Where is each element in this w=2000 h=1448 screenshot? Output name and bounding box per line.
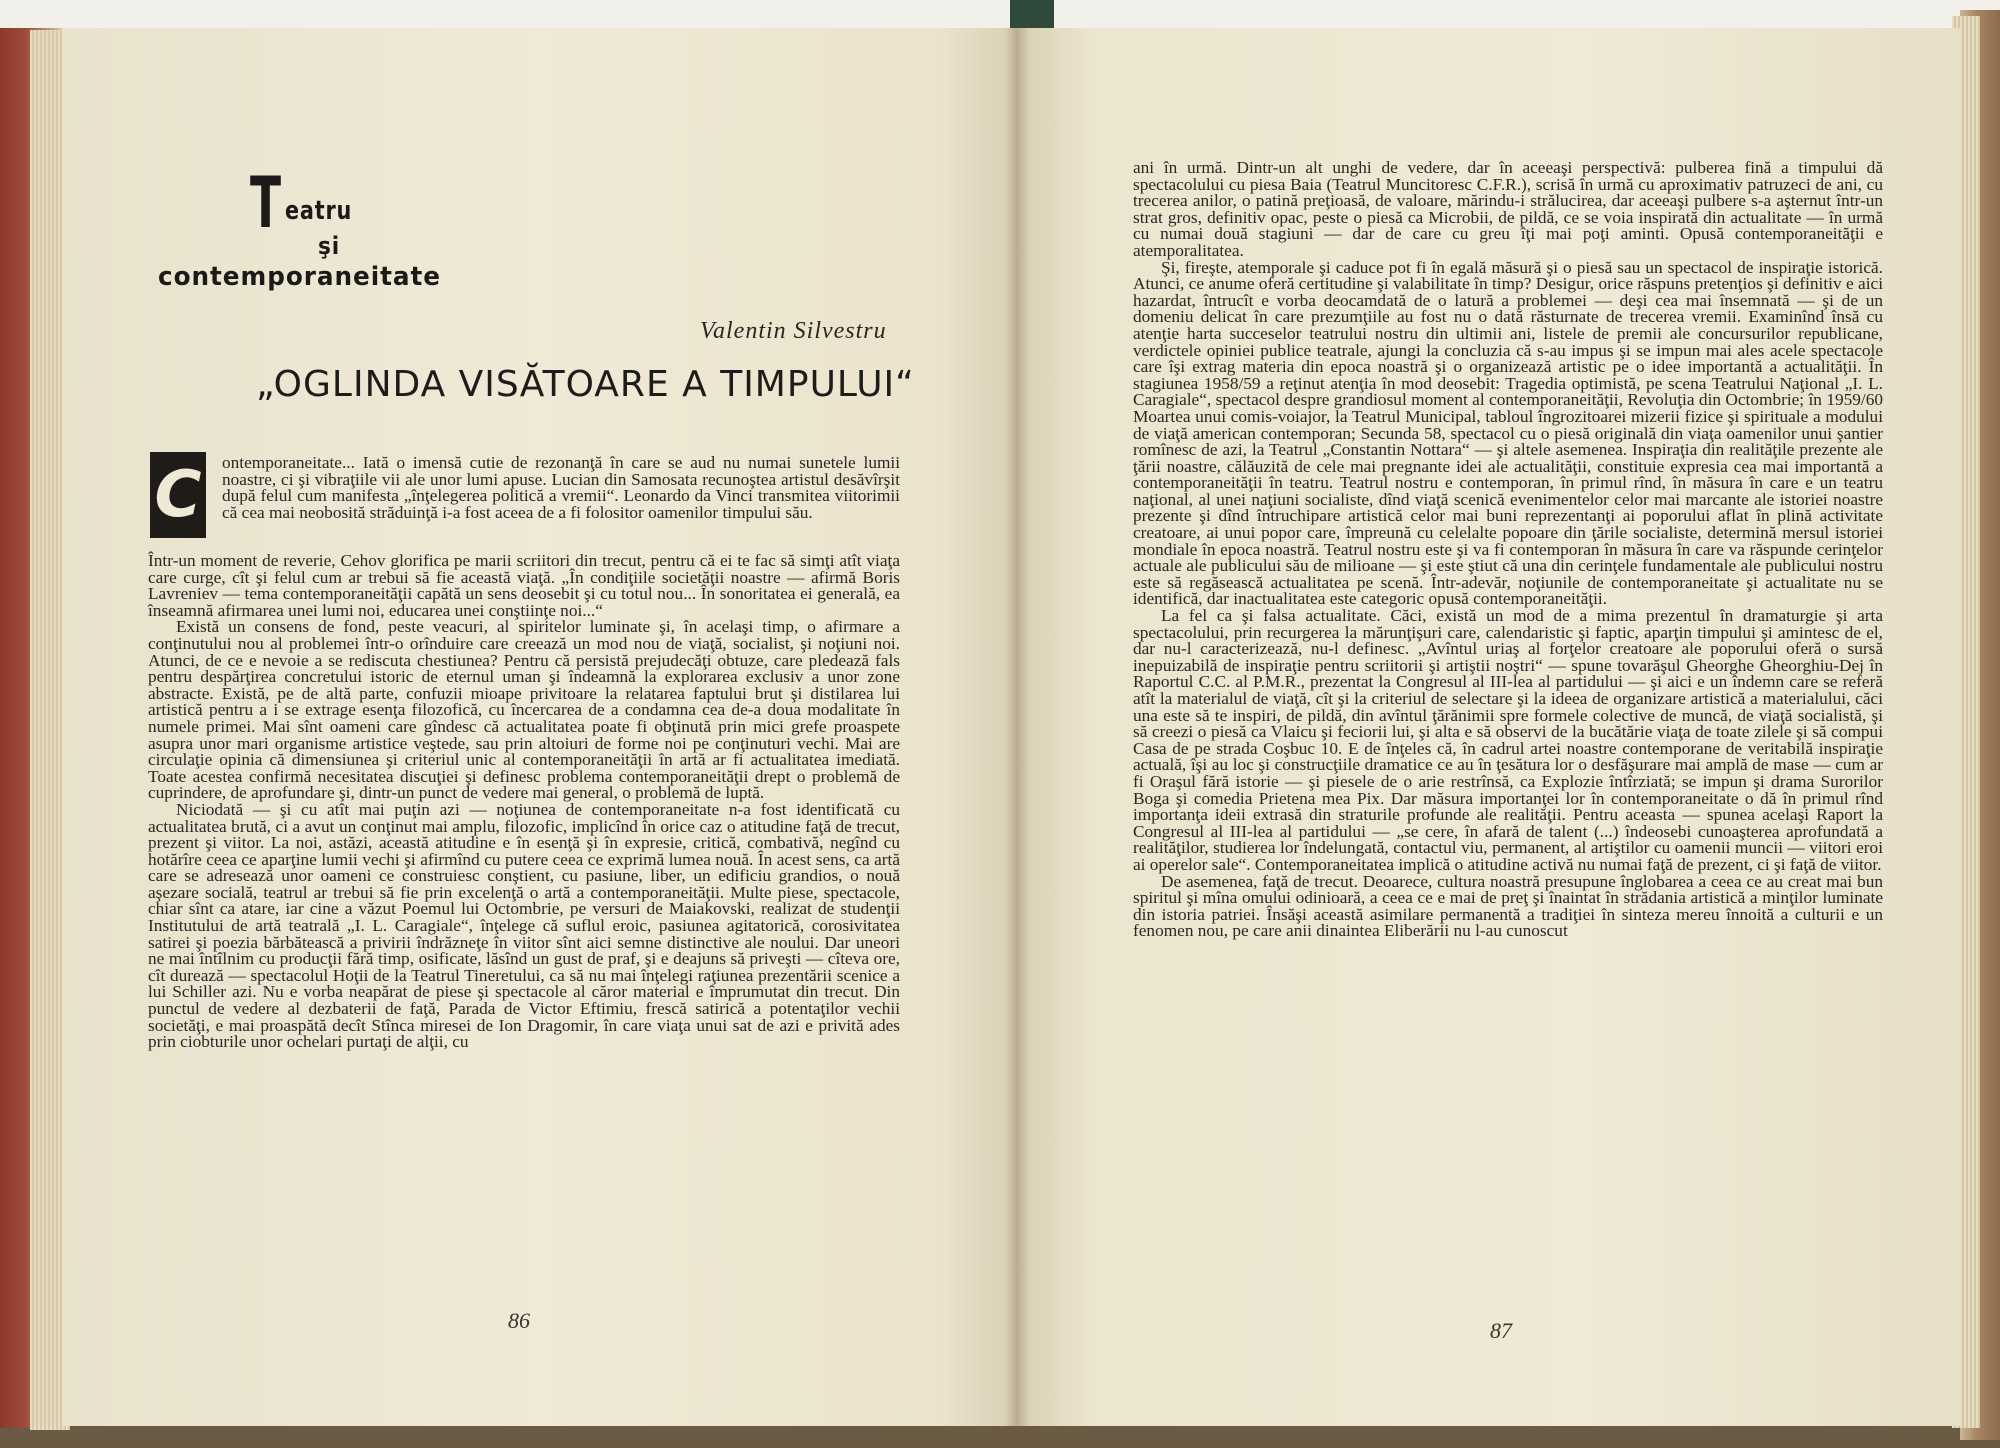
book-ribbon: [1010, 0, 1054, 28]
paragraph-de-asemenea: De asemenea, faţă de trecut. Deoarece, cultura noastră presupune înglobarea a ceea ce au creat mai bun spiritul şi mîna omului odinioară, a ceea ce e mai de preţ şi înaintat în strădania artistică a minţilor luminate din istoria patriei. Însăşi această asimilare permanentă a tradiţiei în sinteza mereu înnoită a culturii e un fenomen nou, pe care anii dinaintea Eliberării nu l-au cunoscut: [1133, 871, 1883, 941]
left-lead-paragraph: [222, 455, 900, 521]
article-title: „OGLINDA VISĂTOARE A TIMPULUI“: [256, 364, 915, 405]
top-background-strip: [0, 0, 2000, 28]
drop-cap: C: [150, 452, 206, 538]
heading-eatru: eatru: [285, 196, 353, 226]
page-number-left: 86: [508, 1308, 530, 1333]
lead-text: ontemporaneitate... Iată o imensă cutie de rezonanţă în care se aud nu numai sunetele lumii noastre, ci şi vibraţiile vii ale unor lumi apuse. Lucian din Samosata recunoştea artistul desăvîrşit după felul cum manifesta „înţelegerea politică a vremii“. Leonardo da Vinci transmitea viitorimii că cea mai neobosită străduinţă i-a fost aceea de a fi folositor oamenilor timpului său.: [222, 453, 900, 522]
heading-t-letter: T: [250, 162, 282, 244]
heading-contemporaneitate: contemporaneitate: [158, 262, 441, 292]
article-author: Valentin Silvestru: [700, 318, 887, 344]
paragraph-ani-in-urma: ani în urmă. Dintr-un alt unghi de vedere, dar în aceeaşi perspectivă: pulberea fină a timpului dă spectacolului cu piesa Baia (Teatrul Muncitoresc C.F.R.), scrisă în urmă cu aproximativ patruzeci de ani, cu trecerea anilor, o patină preţioasă, de valoare, mărindu-i strălucirea, dar aceeaşi pulbere s-a aşternut într-un strat gros, definitiv opac, peste o piesă ca Microbii, de pildă, ce se voia inspirată din actualitate — în urmă cu numai două stagiuni — dar de care cu greu îţi mai poţi aminti. Opusă contemporaneităţii e atemporalitatea.: [1133, 158, 1883, 260]
paragraph-lead-continued: Într-un moment de reverie, Cehov glorifica pe marii scriitori din trecut, pentru că ei te fac să simţi atît viaţa care curge, cît şi felul cum ar trebui să fie această viaţă. „În condiţiile societăţii noastre — afirmă Boris Lavreniev — tema contemporaneităţii capătă un sens deosebit şi cu totul nou... În sonoritatea ei generală, ea înseamnă afirmarea unei lumi noi, educarea unei conştiinţe noi...“: [148, 551, 900, 620]
book-gutter: [1005, 28, 1029, 1426]
paragraph-la-fel: La fel ca şi falsa actualitate. Căci, există un mod de a mima prezentul în dramaturgie şi arta spectacolului, prin recurgerea la mărunţişuri care, calendaristic şi faptic, aparţin timpului şi amintesc de el, dar nu-l caracterizează, nu-l definesc. „Avîntul uriaş al forţelor creatoare ale poporului oferă o sursă inepuizabilă de inspiraţie pentru scriitorii şi artiştii noştri“ — spune tovarăşul Gheorghe Gheorghiu-Dej în Raportul C.C. al P.M.R., prezentat la Congresul al III-lea al partidului — şi aici e un îndemn care se referă atît la materialul de viaţă, cît şi la criteriul de selectare şi la ideea de organizare artistică a materialului, căci una este să te inspiri, de pildă, din avîntul ţărănimii spre formele colective de muncă, de viaţă socialistă, şi să creezi o piesă ca Vlaicu şi feciorii lui, şi alta e să observi de la bucătărie viaţa de toate zilele şi să compui Casa de pe strada Coşbuc 10. E de înţeles că, în cadrul artei noastre contemporane de veritabilă inspiraţie actuală, îşi au loc şi construcţiile dramatice ce au în ţesătura lor o desfăşurare mai amplă de mase — cum ar fi Oraşul fără istorie — şi piesele de o arie restrînsă, ca Explozie întîrziată; se impun şi drama Surorilor Boga şi comedia Prietena mea Pix. Dar măsura importanţei lor în contemporaneitate o dă în primul rînd importanţa ideii extrasă din straturile profunde ale realităţii. Pentru aceasta — spunea acelaşi Raport la Congresul al III-lea al partidului — „se cere, în afară de talent (...) îndeosebi cunoaşterea aprofundată a realităţilor, studierea lor îndelungată, contactul viu, permanent, al artiştilor cu oamenii muncii — viitori eroi ai operelor sale“. Contemporaneitatea implică o atitudine activă nu numai faţă de prezent, ci şi faţă de viitor.: [1133, 606, 1883, 874]
paragraph-si-fireste: Şi, fireşte, atemporale şi caduce pot fi în egală măsură şi o piesă sau un spectacol de inspiraţie istorică. Atunci, ce anume oferă certitudine şi valabilitate în timp? Desigur, orice răspuns pretenţios şi definitiv e aici hazardat, întrucît e vorba deocamdată de o latură a problemei — deşi cea mai însemnată — şi de un domeniu delicat în care prezumţiile au fost nu o dată răsturnate de trecerea vremii. Examinînd însă cu atenţie harta succeselor teatrului nostru din ultimii ani, listele de premii ale concursurilor republicane, verdictele opiniei publice teatrale, ajungi la concluzia că s-au impus şi se impun mai ales acele spectacole care îşi extrag materia din epoca noastră şi o organizează artistic pe o idee importantă a actualităţii. În stagiunea 1958/59 a reţinut atenţia în mod deosebit: Tragedia optimistă, pe scena Teatrului Naţional „I. L. Caragiale“, spectacol despre grandiosul moment al contemporaneităţii, Revoluţia din Octombrie; în 1959/60 Moartea unui comis-voiajor, la Teatrul Municipal, tabloul îngrozitoarei mizerii fizice şi spirituale a modului de viaţă american contemporan; Secunda 58, spectacol cu o piesă originală din viaţa oamenilor unui şantier romînesc de azi, la Teatrul „Constantin Nottara“ — şi altele asemenea. Inspiraţia din realităţile prezente ale ţării noastre, călăuzită de cele mai pregnante idei ale actualităţii, constituie expresia cea mai importantă a contemporaneităţii în teatru. Teatrul nostru e contemporan, în primul rînd, în măsura în care e un teatru naţional, al unei naţiuni socialiste, dînd viaţă scenică evenimentelor celor mai marcante ale istoriei noastre prezente şi dînd întruchipare artistică celor mai buni reprezentanţi ai poporului aflat în plină activitate creatoare, ai unui popor care, împreună cu celelalte popoare din ţările socialiste, determină mersul istoriei mondiale în epoca noastră. Teatrul nostru este şi va fi contemporan în măsura în care va răspunde cerinţelor actuale ale publicului său de milioane — şi este ştiut că una din cerinţele fundamentale ale publicului nostru este să regăsească actualitatea pe scenă. Într-adevăr, noţiunile de contemporaneitate şi actualitate nu se identifică, dar inactualitatea este categoric opusă contemporaneităţii.: [1133, 257, 1883, 609]
page-number-right: 87: [1490, 1318, 1512, 1343]
heading-si: şi: [318, 232, 341, 260]
left-column-text: [148, 553, 900, 1051]
right-column-text: [1133, 160, 1883, 940]
paragraph-consens: Există un consens de fond, peste veacuri, al spiritelor luminate şi, în acelaşi timp, o afirmare a conţinutului nou al problemei într-o orînduire care creează un mod nou de viaţă, socialist, şi noţiuni noi. Atunci, de ce e nevoie a se rediscuta chestiunea? Pentru că persistă prejudecăţi obtuze, care pledează fals pentru despărţirea concretului istoric de eternul uman şi îndeamnă la explorarea exclusiv a unor zone abstracte. Există, pe de altă parte, confuzii mioape privitoare la relatarea faptului brut şi distilarea lui artistică pentru a i se extrage esenţa filozofică, cu încercarea de a condamna cea de-a doua modalitate în numele primei. Mai sînt oameni care gîndesc că actualitatea poate fi obţinută prin mici grefe proaspete asupra unor mari organisme artistice veştede, sau prin altoiuri de forme noi pe conţinuturi vechi. Mai are circulaţie opinia că dimensiunea şi criteriul unic al contemporaneităţii în artă ar fi actualitatea imediată. Toate acestea confirmă necesitatea discuţiei şi definesc problema contemporaneităţii drept o problemă de cuprindere, de aprofundare şi, dintr-un punct de vedere mai general, o problemă de luptă.: [148, 617, 900, 803]
paragraph-niciodata: Niciodată — şi cu atît mai puţin azi — noţiunea de contemporaneitate n-a fost identificată cu actualitatea brută, ci a avut un conţinut mai amplu, filozofic, implicînd în orice caz o atitudine faţă de trecut, prezent şi viitor. La noi, astăzi, această atitudine e în esenţă şi în expresie, critică, combativă, negînd cu hotărîre ceea ce aparţine lumii vechi şi afirmînd cu putere ceea ce exprimă lumea nouă. În acest sens, ca artă care se adresează unor oameni ce construiesc conştient, cu pasiune, liber, un edificiu grandios, o nouă aşezare socială, teatrul ar trebui să fie prin excelenţă o artă a contemporaneităţii. Multe piese, spectacole, chiar sînt ca atare, iar cine a văzut Poemul lui Octombrie, pe versuri de Maiakovski, realizat de studenţii Institutului de artă teatrală „I. L. Caragiale“, înţelege că suflul eroic, pasiunea agitatorică, corosivitatea satirei şi poezia bărbătească a privirii îndrăzneţe în viitor sînt aici semne distinctive ale noului. Dar uneori ne mai întîlnim cu producţii fără timp, osificate, lăsînd un gust de praf, şi e deajuns să priveşti — cîteva ore, cît durează — spectacolul Hoţii de la Teatrul Tineretului, ca să nu mai înţelegi raţiunea prezentării scenice a lui Schiller azi. Nu e vorba neapărat de piese şi spectacole al căror material e împrumutat din trecut. Din punctul de vedere al dezbaterii de faţă, Parada de Victor Eftimiu, frescă satirică a potentaţilor vechii societăţi, e mai proaspătă decît Stînca miresei de Ion Dragomir, în care viaţa unui sat de azi e privită ades prin ciobturile unor ochelari purtaţi de alţii, cu: [148, 799, 900, 1052]
